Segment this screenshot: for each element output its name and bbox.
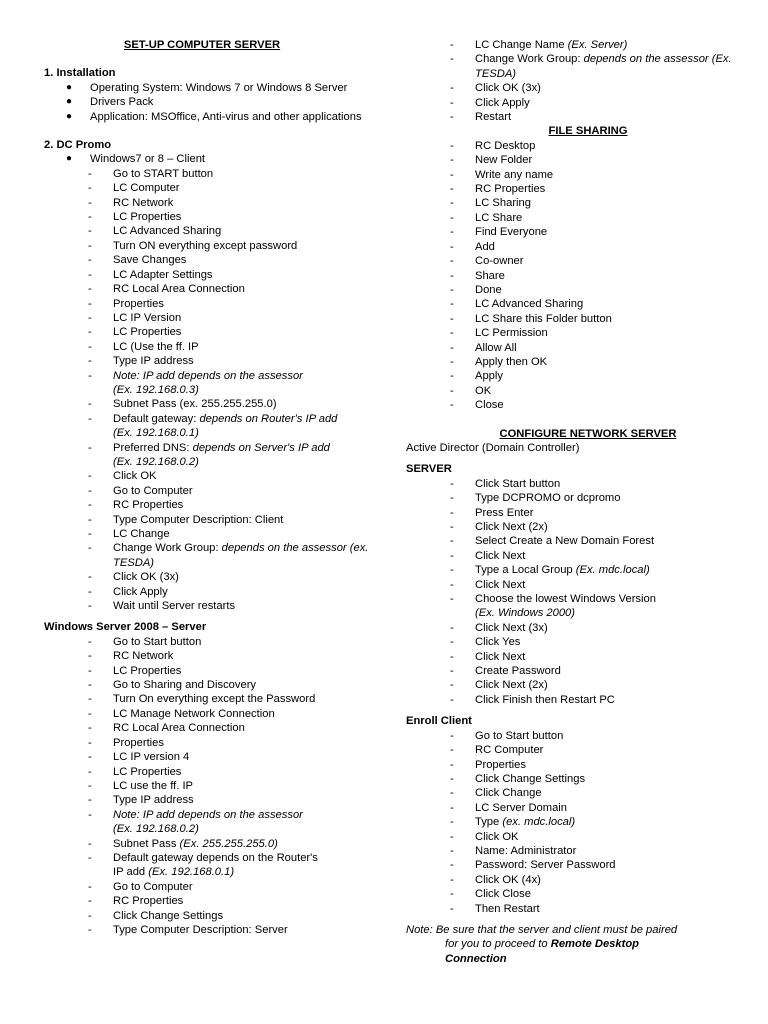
dcpromo-steps-2 [44, 469, 384, 541]
list-item: - LC Properties [88, 211, 182, 224]
list-item: - Allow All [450, 341, 517, 354]
list-item: - Click Next (2x) [450, 521, 548, 533]
list-item: - RC Properties [88, 895, 184, 908]
list-item: - Properties [88, 297, 164, 310]
note: - Note: IP add depends on the assessor (Ex. 192.168.0.2) [88, 808, 303, 836]
list-item: - Click Change Settings [88, 909, 224, 922]
list-item: - LC Properties [88, 765, 182, 778]
list-item: - Change Work Group: depends on the assessor (ex. TESDA) [88, 542, 369, 569]
list-item: - RC Local Area Connection [88, 283, 245, 296]
list-item: - Subnet Pass (Ex. 255.255.255.0) [88, 837, 278, 850]
configure-title: CONFIGURE NETWORK SERVER [499, 427, 677, 440]
list-item: - RC Desktop [450, 139, 536, 152]
list-item: - Click Yes [450, 636, 521, 649]
list-item: - RC Computer [450, 744, 544, 757]
list-item: - Properties [88, 736, 164, 749]
list-item: - Type IP address [88, 355, 194, 368]
list-item: - LC use the ff. IP [88, 779, 194, 792]
list-item: (Ex. Windows 2000) [475, 607, 576, 620]
list-item: - Click OK (3x) [450, 82, 541, 95]
list-item: - Go to Computer [88, 484, 193, 497]
bullet-icon: ● [66, 153, 73, 165]
note: - Note: IP add depends on the assessor (Ex. 192.168.0.3) [88, 369, 303, 396]
list-item: ● Windows7 or 8 – Client [66, 153, 206, 166]
list-item: - Change Work Group: depends on the assessor (Ex. TESDA) [450, 53, 732, 80]
dcpromo-steps [44, 167, 384, 369]
list-item: - RC Network [88, 196, 174, 209]
right-column [406, 38, 746, 966]
list-item: - Default gateway depends on the Router's IP add (Ex. 192.168.0.1) [88, 851, 318, 879]
document-title: SET-UP COMPUTER SERVER [123, 39, 281, 51]
list-item: - Select Create a New Domain Forest [450, 535, 655, 548]
list-item: - LC Adapter Settings [88, 268, 213, 281]
list-item: - RC Network [88, 650, 174, 663]
server-rename-steps [406, 38, 746, 124]
list-item: - LC Manage Network Connection [88, 707, 275, 720]
list-item: - Choose the lowest Windows Version [450, 593, 656, 606]
list-item: - Click Next (2x) [450, 679, 548, 692]
list-item: - Find Everyone [450, 226, 548, 239]
list-item: - Click Change [450, 787, 542, 800]
list-item: - Click Next (3x) [450, 621, 548, 634]
list-item: - Click OK (3x) [88, 571, 179, 584]
list-item: - LC Properties [88, 326, 182, 339]
list-item: - Subnet Pass (ex. 255.255.255.0) [88, 398, 277, 411]
list-item: - Click OK (4x) [450, 873, 541, 886]
list-item: - Wait until Server restarts [88, 600, 236, 613]
list-item: - Add [450, 240, 495, 253]
enroll-steps [406, 729, 746, 916]
list-item: - Click OK [450, 830, 519, 843]
list-item: - Type Computer Description: Client [88, 513, 284, 526]
list-item: - LC Server Domain [450, 801, 568, 814]
list-item: - Go to Start button [88, 635, 202, 648]
list-item: - Click Change Settings [450, 772, 586, 785]
list-item: ● Drivers Pack [66, 96, 154, 109]
list-item: - Then Restart [450, 902, 540, 915]
list-item: - Close [450, 399, 504, 412]
list-item: - Apply [450, 370, 503, 383]
list-item: - Type (ex. mdc.local) [450, 816, 576, 829]
list-item: - Click Finish then Restart PC [450, 693, 615, 706]
list-item: - RC Properties [88, 499, 184, 512]
list-item: - Click Start button [450, 477, 561, 490]
server2008-steps [44, 635, 384, 808]
list-item: - Type a Local Group (Ex. mdc.local) [450, 564, 650, 577]
list-item: - Turn ON everything except password [88, 239, 298, 252]
list-item: - LC Share [450, 211, 523, 224]
list-item: - Click OK [88, 470, 157, 483]
list-item: - LC Properties [88, 664, 182, 677]
enroll-heading: Enroll Client [406, 715, 472, 728]
list-item: - LC Change [88, 528, 170, 540]
list-item: - Go to Sharing and Discovery [88, 679, 257, 692]
server-heading: SERVER [406, 463, 452, 476]
list-item: - LC IP version 4 [88, 751, 190, 764]
final-note: Note: Be sure that the server and client must be paired for you to proceed to Remote Desktop Connection [406, 923, 678, 965]
bullet-icon: ● [66, 110, 73, 122]
list-item: - New Folder [450, 154, 533, 167]
list-item: - Create Password [450, 665, 561, 678]
list-item: - RC Properties [450, 183, 546, 196]
list-item: - LC Change Name (Ex. Server) [450, 39, 628, 51]
list-item: - Preferred DNS: depends on Server's IP add (Ex. 192.168.0.2) [88, 441, 330, 468]
list-item: - Write any name [450, 168, 554, 181]
list-item: - Go to Start button [450, 729, 564, 742]
list-item: - LC Advanced Sharing [450, 298, 584, 311]
installation-heading: 1. Installation [44, 67, 116, 80]
list-item: - Click Apply [450, 96, 530, 109]
list-item: - Default gateway: depends on Router's IP add (Ex. 192.168.0.1) [88, 412, 338, 440]
list-item: ● Application: MSOffice, Anti-virus and other applications [66, 110, 362, 123]
list-item: - Share [450, 269, 505, 282]
list-item: - Click Next [450, 549, 526, 562]
server-steps [406, 477, 746, 607]
list-item: - LC Share this Folder button [450, 312, 612, 325]
list-item: - Go to Computer [88, 880, 193, 893]
server2008-steps-2 [44, 880, 384, 938]
list-item: - Type DCPROMO or dcpromo [450, 492, 621, 505]
list-item: - Type Computer Description: Server [88, 923, 288, 936]
server2008-heading: Windows Server 2008 – Server [44, 621, 207, 634]
list-item: - Click Next [450, 578, 526, 591]
list-item: - LC Advanced Sharing [88, 225, 222, 238]
left-column [44, 38, 384, 937]
configure-subtitle: Active Director (Domain Controller) [406, 441, 580, 454]
list-item: - Go to START button [88, 167, 214, 180]
list-item: - Co-owner [450, 255, 524, 268]
list-item: - Done [450, 283, 502, 296]
bullet-icon: ● [66, 81, 73, 93]
server-steps-2 [406, 621, 746, 707]
file-sharing-title: FILE SHARING [548, 125, 628, 138]
list-item: - LC Permission [450, 327, 548, 340]
list-item: - Save Changes [88, 254, 187, 267]
list-item: - Press Enter [450, 506, 534, 519]
list-item: - Apply then OK [450, 355, 548, 368]
list-item: ● Operating System: Windows 7 or Windows 8 Server [66, 81, 348, 94]
list-item: - LC Computer [88, 182, 180, 195]
list-item: - Click Next [450, 650, 526, 663]
list-item: - Properties [450, 758, 526, 771]
list-item: - Click Close [450, 888, 531, 901]
list-item: - LC IP Version [88, 311, 182, 324]
list-item: - Restart [450, 111, 512, 124]
list-item: - Click Apply [88, 585, 168, 598]
dcpromo-heading: 2. DC Promo [44, 139, 112, 152]
list-item: - Turn On everything except the Password [88, 693, 316, 706]
list-item: - OK [450, 384, 492, 397]
list-item: - LC (Use the ff. IP [88, 340, 199, 353]
list-item: - Password: Server Password [450, 859, 616, 872]
bullet-icon: ● [66, 96, 73, 108]
list-item: - RC Local Area Connection [88, 722, 245, 735]
file-sharing-steps [406, 139, 746, 413]
list-item: - Type IP address [88, 794, 194, 807]
list-item: - LC Sharing [450, 197, 531, 210]
dcpromo-steps-3 [44, 570, 384, 613]
list-item: - Name: Administrator [450, 844, 577, 857]
